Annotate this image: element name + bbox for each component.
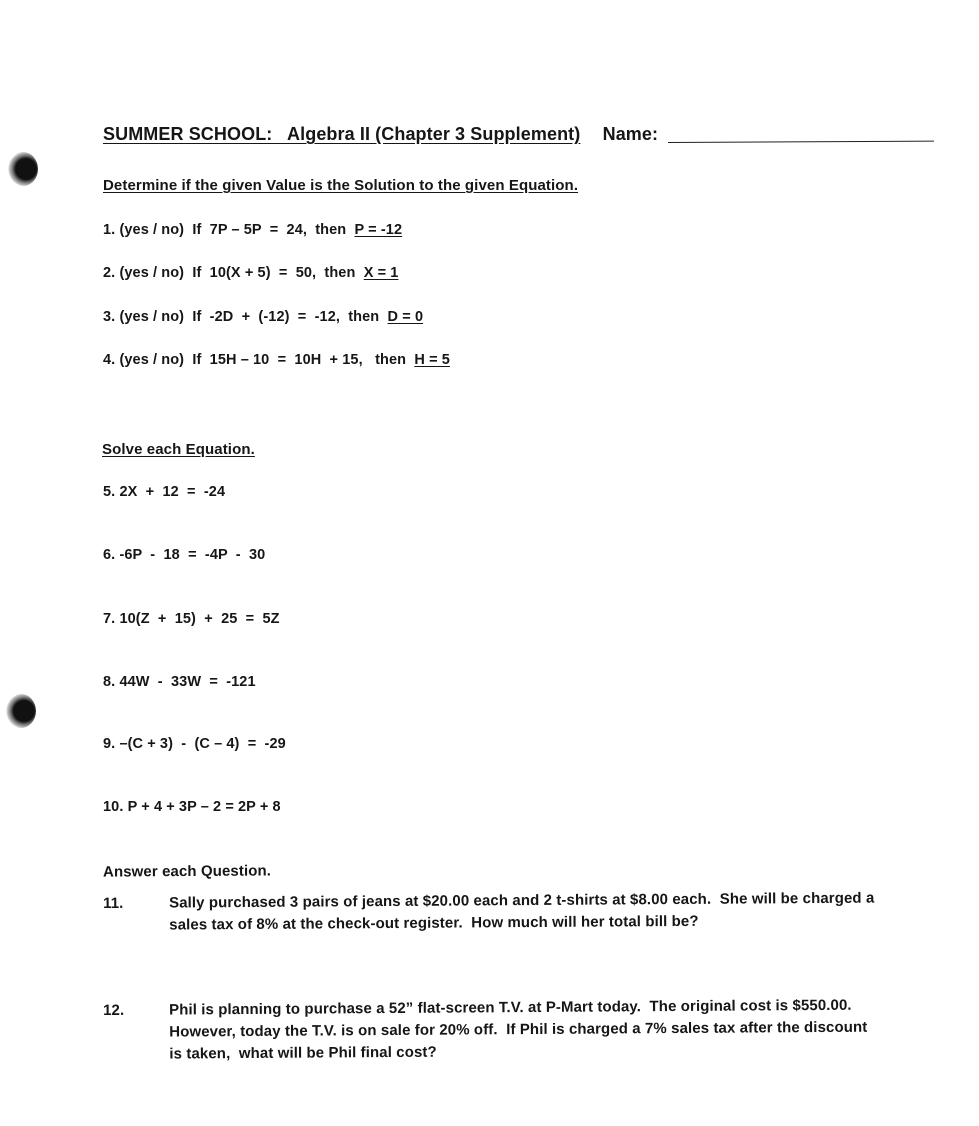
question-number: 9. [103,736,116,752]
question-equation: -6P - 18 = -4P - 30 [119,547,266,563]
question-3 [103,309,423,325]
yes-no-choice: (yes / no) [119,309,185,325]
question-number: 10. [103,799,124,815]
question-text-line2: sales tax of 8% at the check-out register. How much will her total bill be? [169,912,699,934]
question-11 [103,888,875,937]
question-text-line3: is taken, what will be Phil final cost? [169,1043,437,1063]
section3-heading: Answer each Question. [102,862,272,881]
question-equation: If 10(X + 5) = 50, then [192,265,356,281]
question-equation: If -2D + (-12) = -12, then [192,309,380,325]
question-equation: 2X + 12 = -24 [119,484,226,500]
question-equation: 44W - 33W = -121 [119,674,256,690]
question-4 [103,352,450,368]
question-equation: –(C + 3) - (C – 4) = -29 [119,736,286,752]
yes-no-choice: (yes / no) [119,222,185,238]
section2-heading: Solve each Equation. [102,441,255,458]
question-1 [103,222,402,238]
question-text-line1: Phil is planning to purchase a 52” flat-screen T.V. at P-Mart today. The original cost is $550.00. [169,996,852,1019]
question-8 [103,674,256,690]
question-number: 7. [103,611,116,627]
question-number: 8. [103,674,116,690]
question-number: 5. [103,484,116,500]
binder-hole-bottom [6,694,36,728]
question-7 [103,611,280,627]
question-text-line1: Sally purchased 3 pairs of jeans at $20.00 each and 2 t-shirts at $8.00 each. She will be charged a [169,889,875,912]
question-5 [103,484,225,500]
question-12 [103,995,868,1066]
question-equation: If 15H – 10 = 10H + 15, then [192,352,407,368]
question-number: 6. [103,547,116,563]
section1-heading: Determine if the given Value is the Solution to the given Equation. [103,177,579,194]
question-text-line2: However, today the T.V. is on sale for 20% off. If Phil is charged a 7% sales tax after the discount [169,1018,868,1041]
question-6 [103,547,265,563]
worksheet-header [103,124,658,145]
question-number: 4. [103,352,116,368]
question-10 [103,799,281,815]
question-number: 3. [103,309,116,325]
given-value: X = 1 [363,265,399,281]
yes-no-choice: (yes / no) [119,352,185,368]
question-equation: If 7P – 5P = 24, then [192,222,347,238]
yes-no-choice: (yes / no) [119,265,185,281]
question-9 [103,736,286,752]
question-number: 1. [103,222,116,238]
given-value: P = -12 [354,222,403,238]
question-number: 2. [103,265,116,281]
given-value: H = 5 [414,352,450,368]
binder-hole-top [8,152,38,186]
question-2 [103,265,398,281]
name-blank-line [668,141,934,143]
name-label: Name: [602,124,659,144]
question-number: 11. [103,894,124,912]
question-number: 12. [103,1001,125,1019]
worksheet-title: SUMMER SCHOOL: Algebra II (Chapter 3 Supplement) [103,124,581,144]
given-value: D = 0 [387,309,424,325]
question-equation: 10(Z + 15) + 25 = 5Z [119,611,280,627]
question-equation: P + 4 + 3P – 2 = 2P + 8 [127,799,281,815]
